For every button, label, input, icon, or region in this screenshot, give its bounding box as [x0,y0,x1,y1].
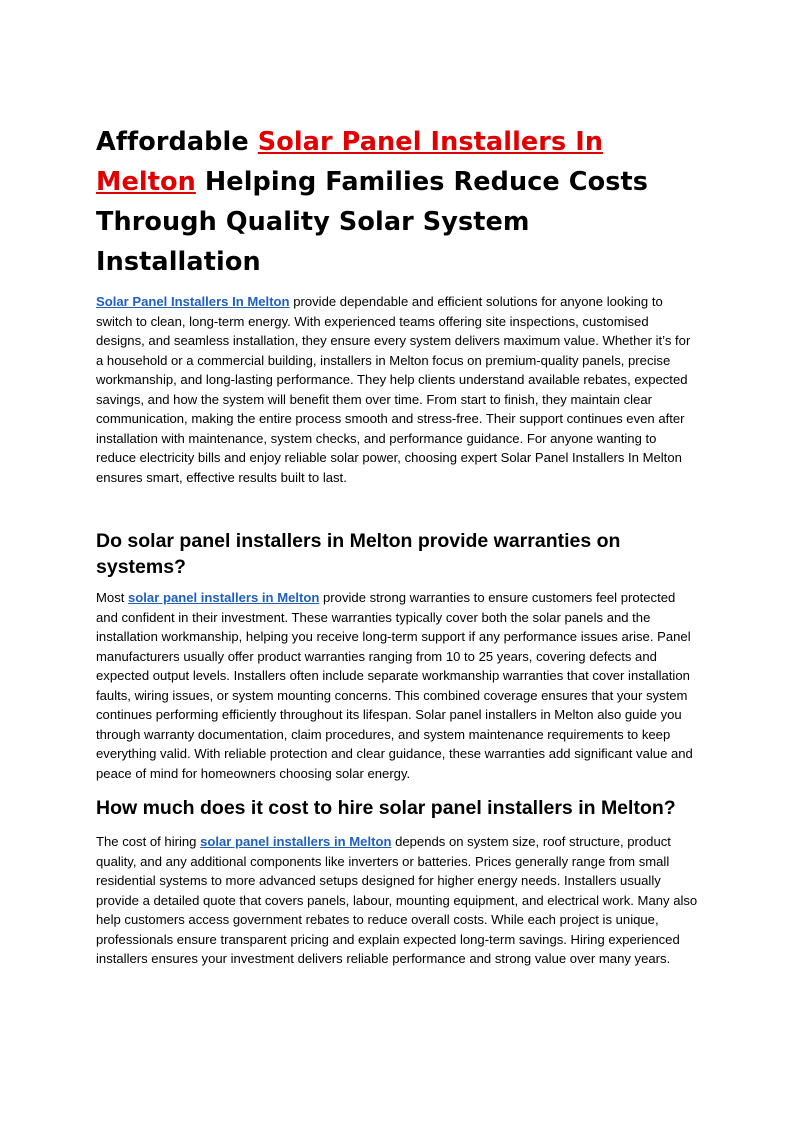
title-highlight-link[interactable]: Solar Panel Installers In Melton [96,127,604,197]
warranty-pre: Most [96,590,129,605]
warranty-link[interactable]: solar panel installers in Melton [128,590,320,605]
cost-link[interactable]: solar panel installers in Melton [200,834,392,849]
warranty-heading: Do solar panel installers in Melton provide warranties on systems? [96,530,621,578]
title-pre: Affordable [96,127,258,157]
warranty-paragraph [96,588,700,783]
cost-text: depends on system size, roof structure, product quality, and any additional components like inverters or batteries. Prices generally range from small residential systems to more advanced setups designed for higher energy needs. Installers usually provide a detailed quote that covers panels, labour, mounting equipment, and electrical work. Many also help customers access government rebates to reduce overall costs. While each project is unique, professionals ensure transparent pricing and explain expected long-term savings. Hiring experienced installers ensures your investment delivers reliable performance and strong value over many years. [96,834,698,966]
page-title [96,122,700,282]
intro-link[interactable]: Solar Panel Installers In Melton [96,294,290,309]
cost-paragraph [96,832,700,969]
warranty-text: provide strong warranties to ensure customers feel protected and confident in their investment. These warranties typically cover both the solar panels and the installation workmanship, helping you receive long-term support if any performance issues arise. Panel manufacturers usually offer product warranties ranging from 10 to 25 years, covering defects and expected output levels. Installers often include separate workmanship warranties that cover installation faults, wiring issues, or system mounting concerns. This combined coverage ensures that your system continues performing efficiently throughout its lifespan. Solar panel installers in Melton also guide you through warranty documentation, claim procedures, and system maintenance requirements to keep everything valid. With reliable protection and clear guidance, these warranties add significant value and peace of mind for homeowners choosing solar energy. [96,590,693,781]
title-post: Helping Families Reduce Costs Through Quality Solar System Installation [96,167,649,277]
cost-pre: The cost of hiring [96,834,201,849]
document-page [96,122,700,969]
intro-paragraph [96,292,700,487]
cost-heading: How much does it cost to hire solar panel installers in Melton? [96,797,676,819]
intro-text: provide dependable and efficient solutions for anyone looking to switch to clean, long-term energy. With experienced teams offering site inspections, customised designs, and seamless installation, they ensure every system delivers maximum value. Whether it’s for a household or a commercial building, installers in Melton focus on premium-quality panels, precise workmanship, and long-lasting performance. They help clients understand available rebates, expected savings, and how the system will benefit them over time. From start to finish, they maintain clear communication, making the entire process smooth and stress-free. Their support continues even after installation with maintenance, system checks, and performance guidance. For anyone wanting to reduce electricity bills and enjoy reliable solar power, choosing expert Solar Panel Installers In Melton ensures smart, effective results built to last. [96,294,691,485]
